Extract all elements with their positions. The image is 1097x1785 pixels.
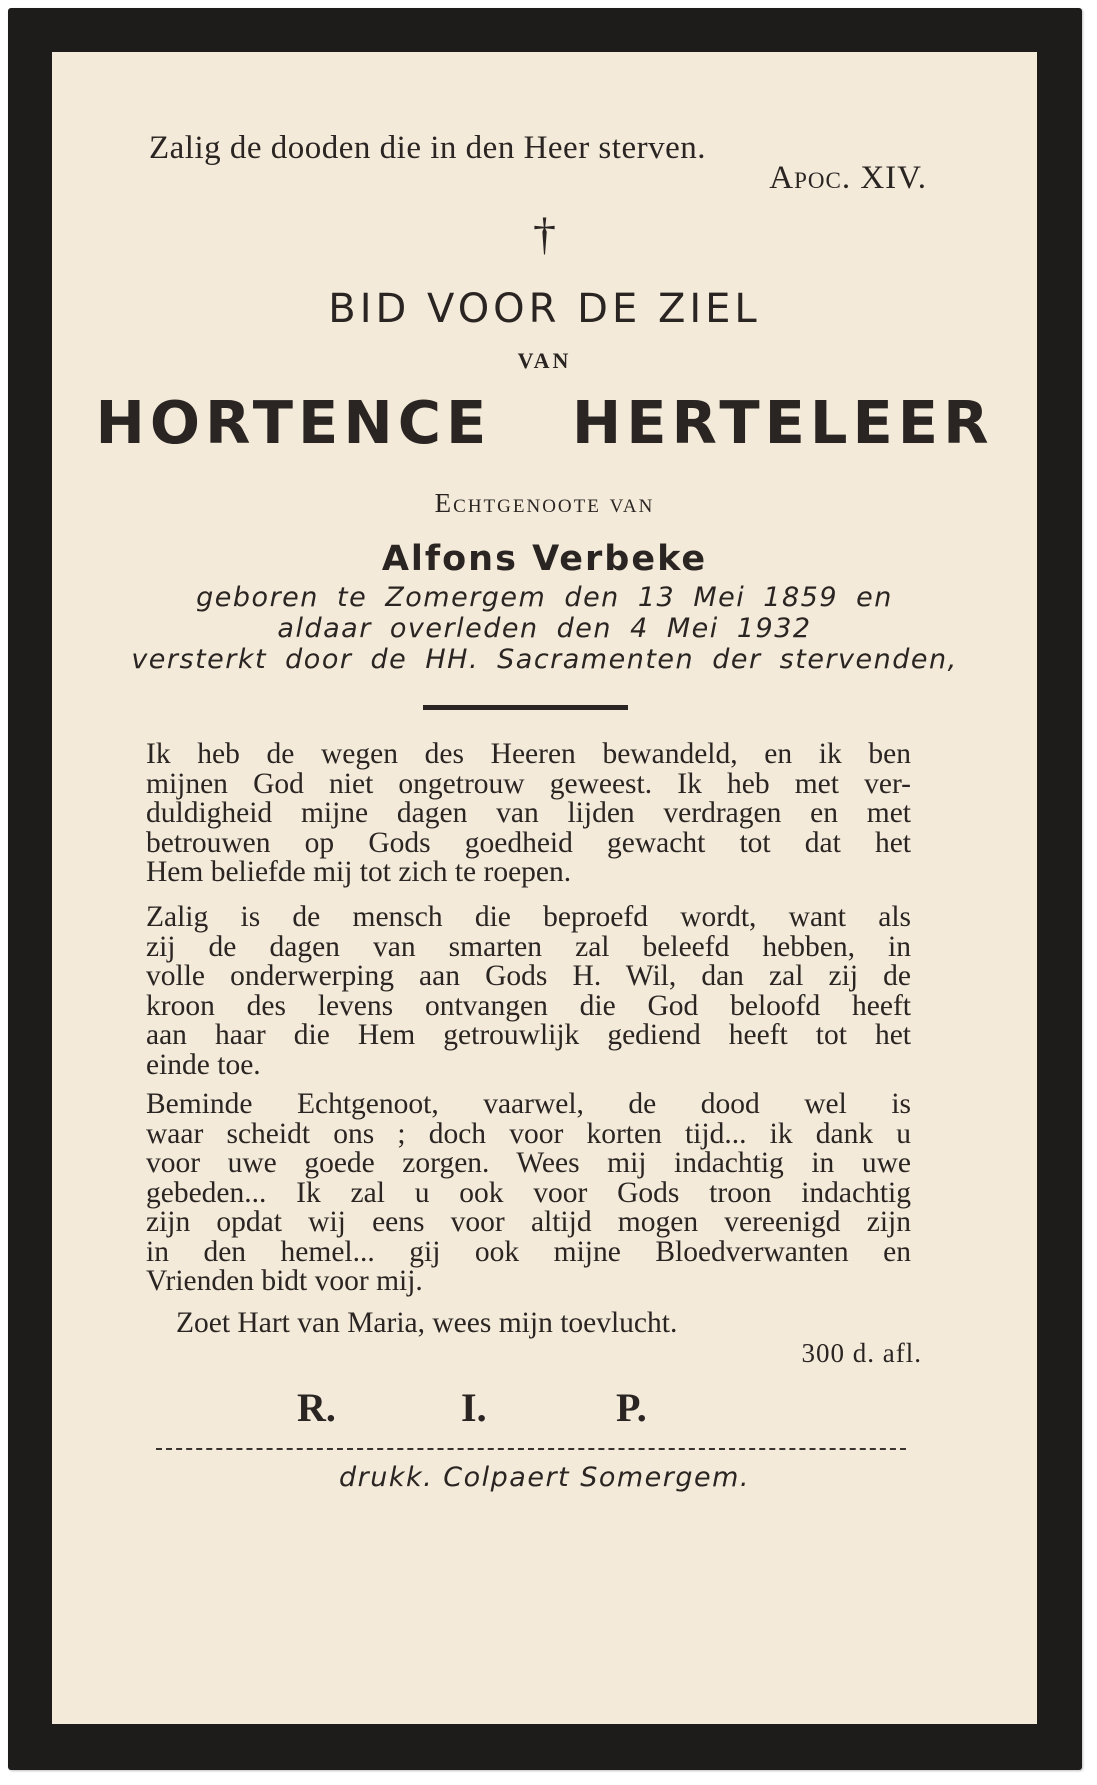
paragraph-line: voor uwe goede zorgen. Wees mij indachtig in uwe [146,1147,911,1179]
van-label: VAN [517,348,572,373]
prayer-heading: BID VOOR DE ZIEL [328,286,761,332]
sacraments-line: versterkt door de HH. Sacramenten der stervenden, [131,644,958,675]
spouse-name: Alfons Verbeke [381,539,708,579]
paragraph-line: betrouwen op Gods goedheid gewacht tot dat het [146,826,911,859]
divider-rule [423,705,628,710]
paragraph-line: volle onderwerping aan Gods H. Wil, dan zal zij de [146,960,911,992]
indulgence-note: 300 d. afl. [801,1338,922,1368]
paragraph-line: zijn opdat wij eens voor altijd mogen vereenigd zijn [146,1206,911,1238]
cross-icon: † [533,208,556,259]
paragraph-line: Beminde Echtgenoot, vaarwel, de dood wel is [146,1088,911,1120]
paragraph-1 [146,740,911,888]
paragraph-line: duldigheid mijne dagen van lijden verdragen en met [146,797,911,829]
paragraph-line: einde toe. [146,1048,261,1081]
spouse-label: Echtgenoote van [434,488,655,518]
rip-letter: I. [461,1385,487,1430]
dashed-divider [156,1448,906,1450]
paragraph-line: Hem beliefde mij tot zich te roepen. [146,856,572,888]
paragraph-line: waar scheidt ons ; doch voor korten tijd... ik dank u [146,1117,911,1150]
death-line: aldaar overleden den 4 Mei 1932 [277,613,812,644]
motto: Zalig de dooden die in den Heer sterven. [149,130,706,166]
rip-letter: P. [616,1385,647,1430]
paragraph-line: aan haar die Hem getrouwlijk gediend heeft tot het [146,1019,911,1051]
paragraph-2 [146,903,911,1080]
memorial-card [8,8,1082,1770]
paragraph-line: mijnen God niet ongetrouw geweest. Ik heb met ver- [146,767,911,800]
birth-line: geboren te Zomergem den 13 Mei 1859 en [196,582,893,613]
rip-letter: R. [297,1385,336,1430]
deceased-name: HORTENCE HERTELEER [95,388,994,457]
paragraph-line: zij de dagen van smarten zal beleefd hebben, in [146,930,911,963]
closing-prayer: Zoet Hart van Maria, wees mijn toevlucht. [176,1307,678,1339]
paragraph-line: in den hemel... gij ook mijne Bloedverwanten en [146,1235,911,1268]
paragraph-line: Zalig is de mensch die beproefd wordt, want als [146,901,911,933]
paragraph-line: gebeden... Ik zal u ook voor Gods troon indachtig [146,1176,911,1209]
paragraph-line: Ik heb de wegen des Heeren bewandeld, en ik ben [146,738,911,770]
printer-imprint: drukk. Colpaert Somergem. [338,1462,751,1493]
paragraph-line: Vrienden bidt voor mij. [146,1265,423,1297]
motto-reference: Apoc. XIV. [769,160,927,196]
card-paper [52,52,1037,1724]
paragraph-line: kroon des levens ontvangen die God beloofd heeft [146,989,911,1022]
paragraph-3 [146,1090,911,1297]
